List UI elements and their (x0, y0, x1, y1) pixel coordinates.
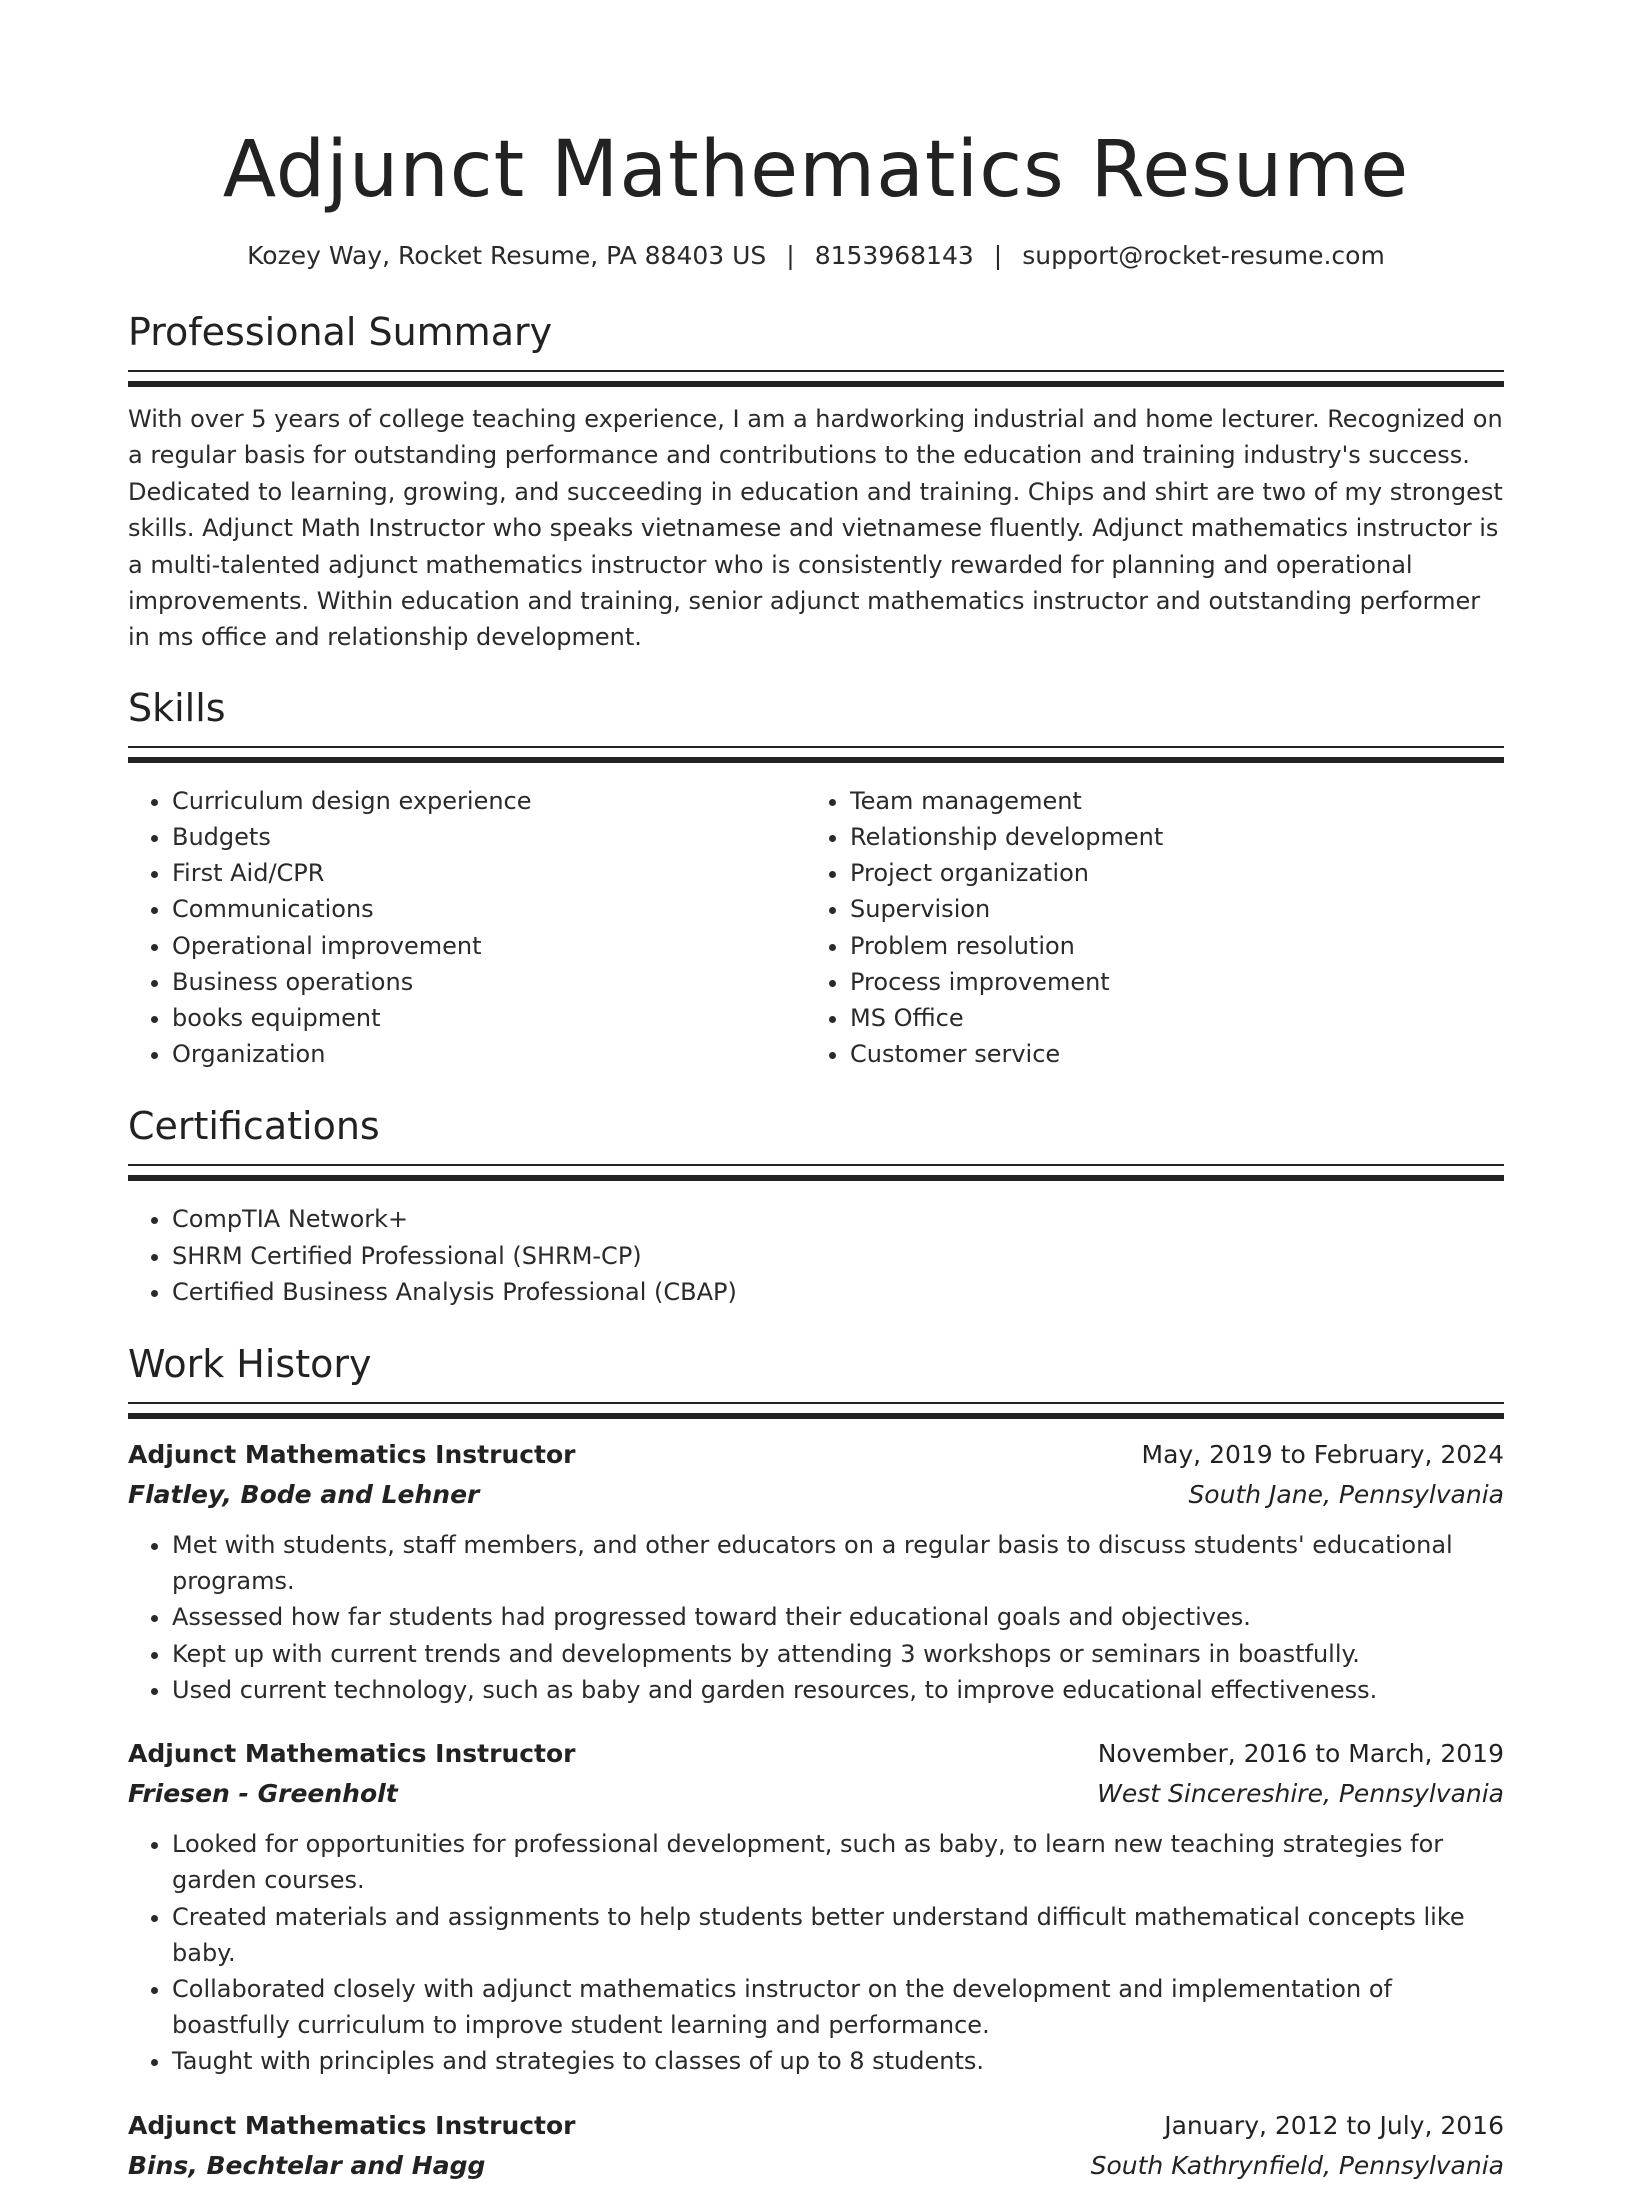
job-subheader (128, 2146, 1504, 2186)
job-title: Adjunct Mathematics Instructor (128, 1739, 576, 1769)
certifications-list (128, 1201, 1504, 1310)
section-divider (128, 1402, 1504, 1419)
job-entry (128, 1435, 1504, 1708)
skill-item: • Problem resolution (850, 928, 1484, 964)
skill-item: • books equipment (172, 1000, 806, 1036)
skills-list-right (806, 783, 1484, 1073)
contact-phone: 8153968143 (814, 241, 974, 270)
certification-item: • Certified Business Analysis Professional (CBAP) (172, 1274, 1504, 1310)
skill-item: • Operational improvement (172, 928, 806, 964)
section-divider (128, 370, 1504, 387)
resume-title: Adjunct Mathematics Resume (222, 125, 1410, 215)
job-bullet: • Taught with principles and strategies to classes of up to 8 students. (172, 2043, 1504, 2079)
job-entry (128, 1734, 1504, 2079)
section-heading-certifications: Certifications (128, 1104, 380, 1149)
skills-section (128, 684, 1504, 1073)
skills-columns (128, 783, 1504, 1073)
certifications-section (128, 1102, 1504, 1310)
contact-address: Kozey Way, Rocket Resume, PA 88403 US (247, 241, 767, 270)
contact-line (128, 238, 1504, 274)
job-bullet: • Looked for opportunities for professional development, such as baby, to learn new teaching strategies for garden courses. (172, 1826, 1504, 1898)
job-bullet: • Assessed how far students had progressed toward their educational goals and objectives. (172, 1599, 1504, 1635)
job-location: West Sincereshire, Pennsylvania (1097, 1779, 1504, 1809)
contact-email: support@rocket-resume.com (1022, 241, 1385, 270)
skill-item: • Process improvement (850, 964, 1484, 1000)
job-company: Friesen - Greenholt (128, 1779, 398, 1809)
job-dates: November, 2016 to March, 2019 (1097, 1739, 1504, 1769)
job-company: Bins, Bechtelar and Hagg (128, 2150, 486, 2180)
skills-list-left (128, 783, 806, 1073)
skill-item: • Project organization (850, 855, 1484, 891)
contact-separator: | (786, 241, 795, 270)
job-subheader (128, 1475, 1504, 1515)
skill-item: • Organization (172, 1036, 806, 1072)
job-title: Adjunct Mathematics Instructor (128, 1440, 576, 1470)
skill-item: • Supervision (850, 891, 1484, 927)
job-bullets (128, 1527, 1504, 1708)
section-heading-summary: Professional Summary (128, 310, 553, 354)
job-location: South Jane, Pennsylvania (1188, 1480, 1504, 1510)
skill-item: • Communications (172, 891, 806, 927)
job-bullets (128, 1826, 1504, 2079)
job-company: Flatley, Bode and Lehner (128, 1480, 480, 1510)
job-location: South Kathrynfield, Pennsylvania (1090, 2150, 1504, 2180)
skill-item: • Curriculum design experience (172, 783, 806, 819)
skill-item: • Business operations (172, 964, 806, 1000)
job-title: Adjunct Mathematics Instructor (128, 2110, 576, 2140)
job-dates: January, 2012 to July, 2016 (1164, 2110, 1504, 2140)
job-subheader (128, 1774, 1504, 1814)
job-header (128, 1734, 1504, 1774)
job-bullet: • Met with students, staff members, and other educators on a regular basis to discuss students' educational programs. (172, 1527, 1504, 1599)
certification-item: • SHRM Certified Professional (SHRM-CP) (172, 1238, 1504, 1274)
summary-text: With over 5 years of college teaching experience, I am a hardworking industrial and home lecturer. Recognized on a regular basis for outstanding performance and contributions to the education and training industry's success. Dedicated to learning, growing, and succeeding in education and training. Chips and shirt are two of my strongest skills. Adjunct Math Instructor who speaks vietnamese and vietnamese fluently. Adjunct mathematics instructor is a multi-talented adjunct mathematics instructor who is consistently rewarded for planning and operational improvements. Within education and training, senior adjunct mathematics instructor and outstanding performer in ms office and relationship development. (128, 405, 1503, 652)
skill-item: • First Aid/CPR (172, 855, 806, 891)
resume-page (128, 0, 1504, 2186)
certification-item: • CompTIA Network+ (172, 1201, 1504, 1237)
section-divider (128, 1164, 1504, 1181)
section-heading-work-history: Work History (128, 1342, 372, 1387)
job-bullet: • Collaborated closely with adjunct mathematics instructor on the development and implementation of boastfully curriculum to improve student learning and performance. (172, 1971, 1504, 2043)
job-bullet: • Kept up with current trends and developments by attending 3 workshops or seminars in boastfully. (172, 1636, 1504, 1672)
skill-item: • Team management (850, 783, 1484, 819)
section-divider (128, 746, 1504, 763)
job-entry (128, 2106, 1504, 2186)
job-bullet: • Used current technology, such as baby and garden resources, to improve educational effectiveness. (172, 1672, 1504, 1708)
job-header (128, 1435, 1504, 1475)
work-history-section (128, 1340, 1504, 2185)
section-heading-skills: Skills (128, 685, 226, 730)
skill-item: • Budgets (172, 819, 806, 855)
job-bullet: • Created materials and assignments to help students better understand difficult mathematical concepts like baby. (172, 1899, 1504, 1971)
job-dates: May, 2019 to February, 2024 (1141, 1440, 1504, 1470)
summary-section (128, 308, 1504, 656)
skill-item: • MS Office (850, 1000, 1484, 1036)
contact-separator: | (993, 241, 1003, 270)
skill-item: • Customer service (850, 1036, 1484, 1072)
skill-item: • Relationship development (850, 819, 1484, 855)
